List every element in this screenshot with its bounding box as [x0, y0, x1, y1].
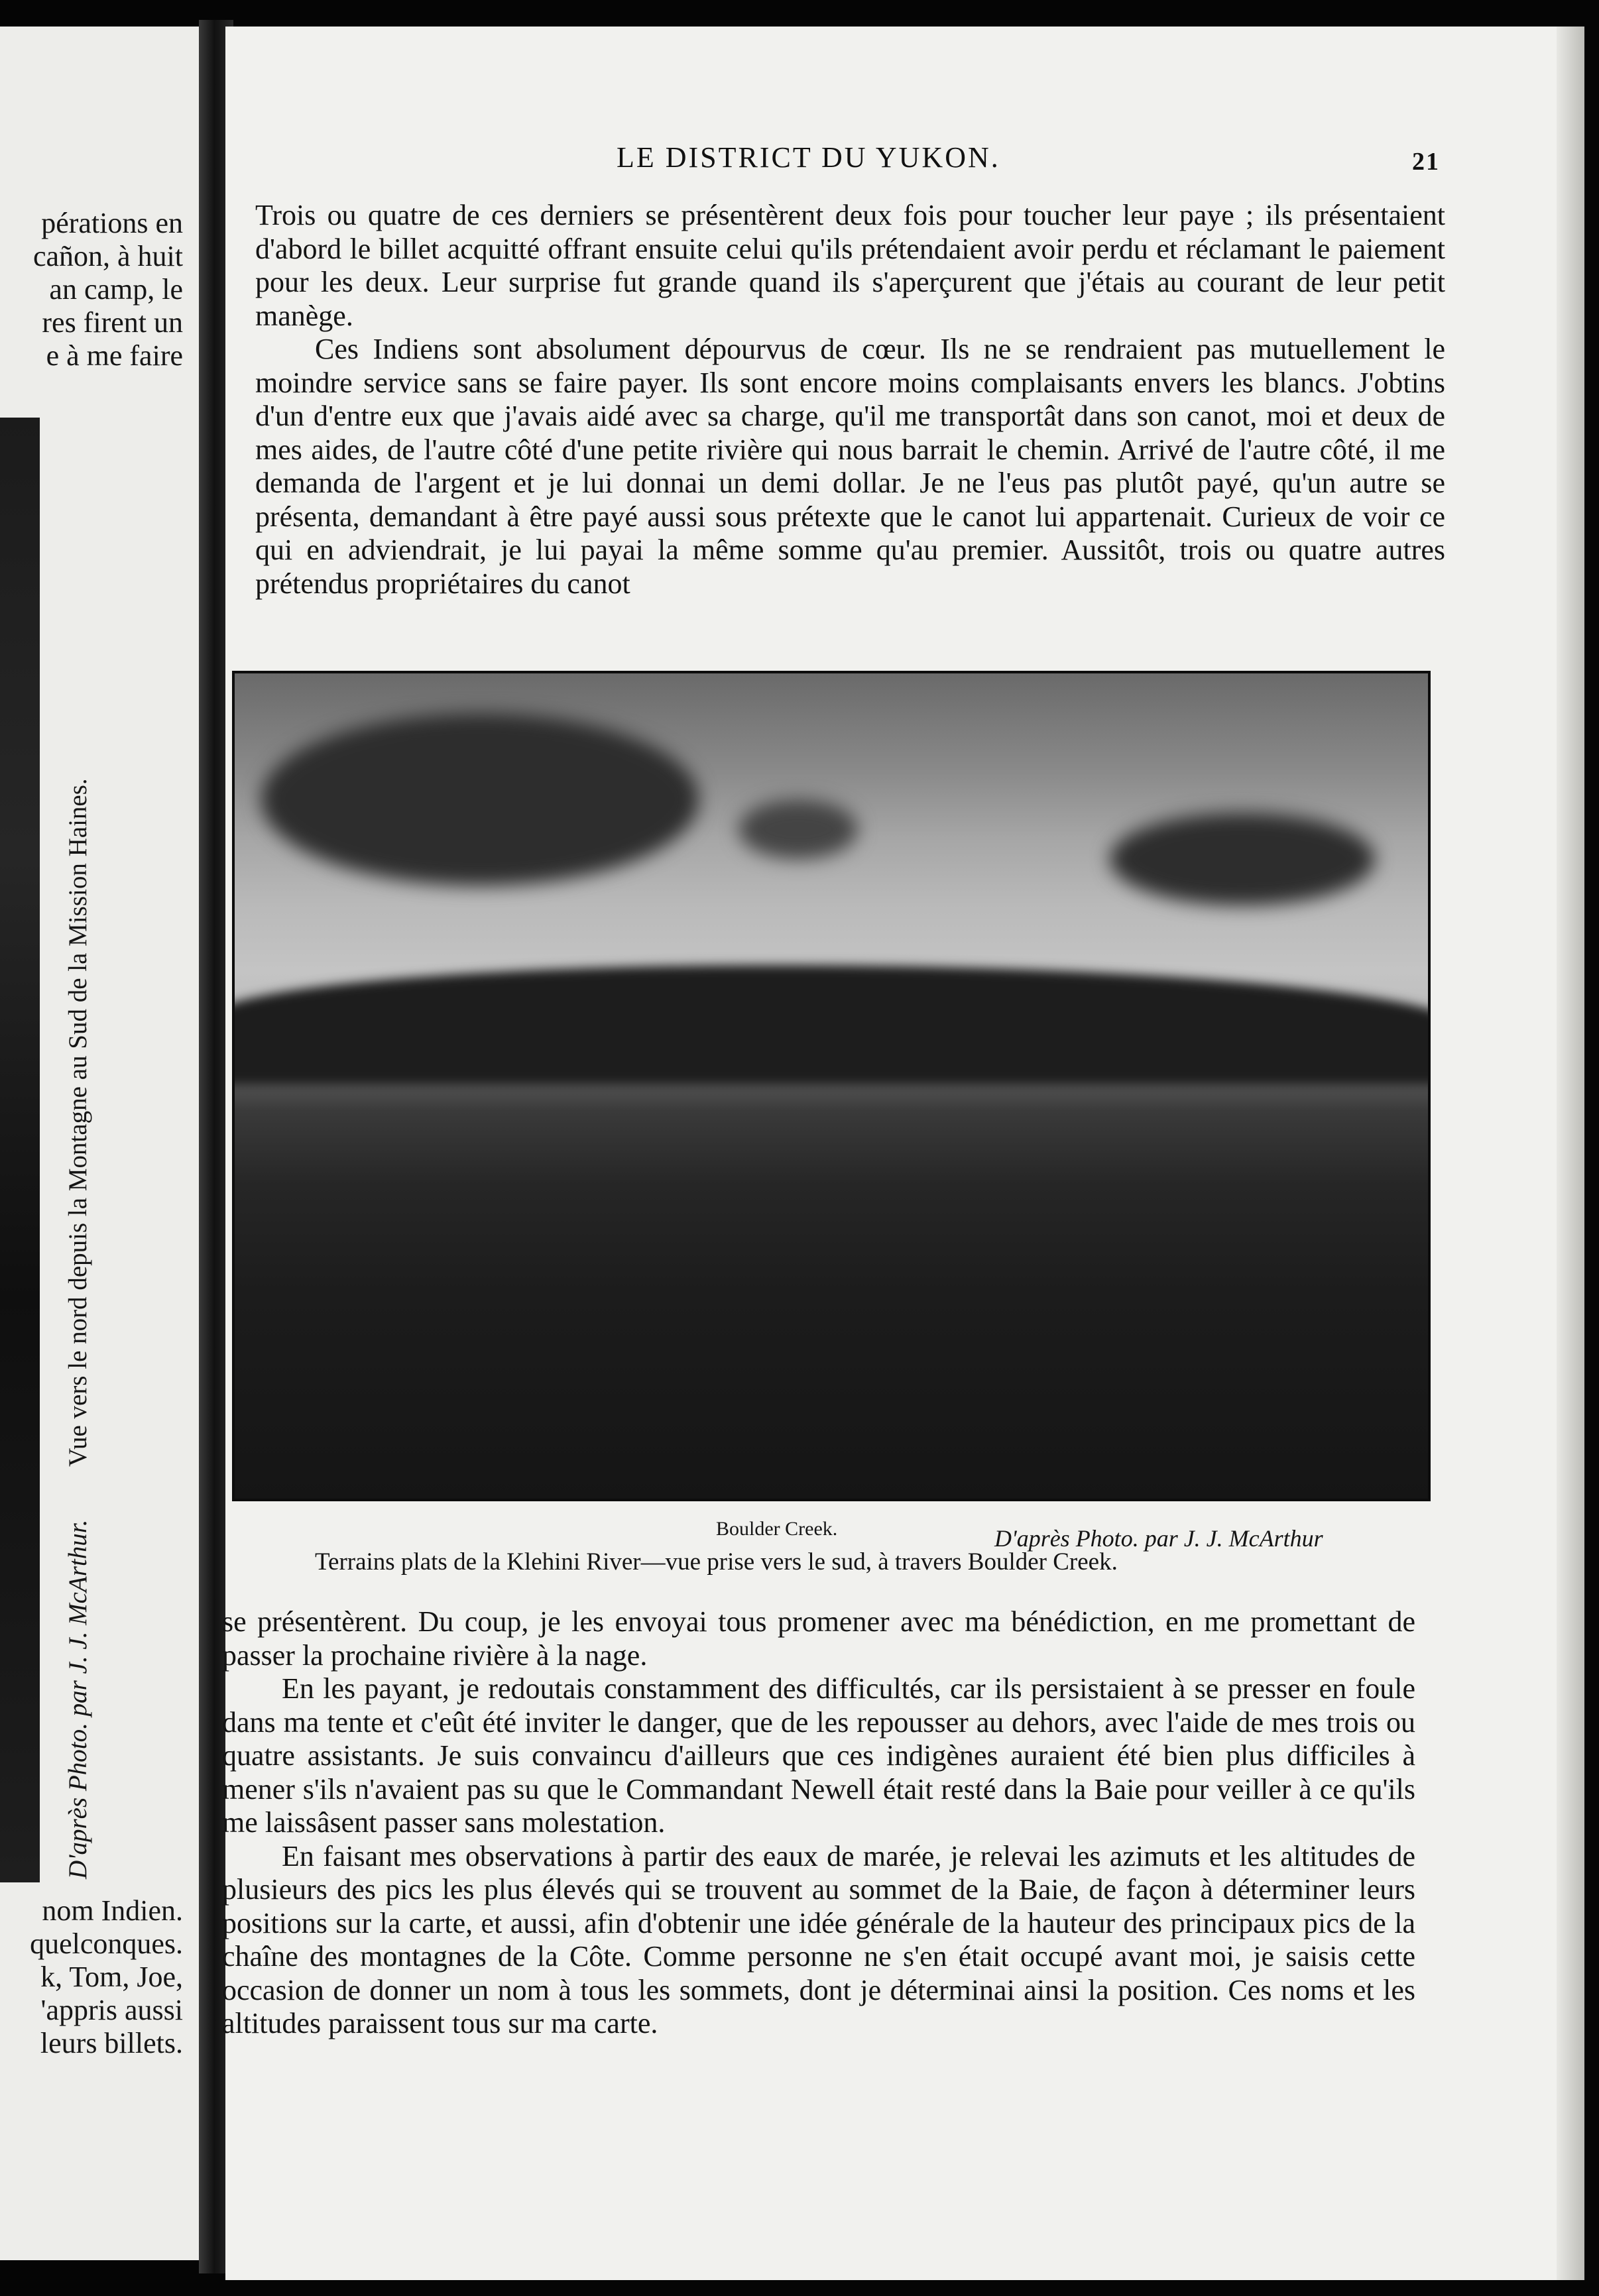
text-block-bottom — [222, 1605, 1415, 2041]
left-text-fragments-bottom — [0, 1894, 183, 2060]
left-fragment-line: res firent un — [42, 306, 183, 339]
left-photo-caption-rotated — [63, 620, 93, 1879]
page-edge-shadow — [1557, 27, 1584, 2280]
left-text-fragments-top — [0, 207, 183, 373]
left-fragment-line: an camp, le — [49, 273, 183, 306]
photo-credit: D'après Photo. par J. J. McArthur — [994, 1525, 1323, 1552]
left-fragment-line: pérations en — [41, 207, 183, 239]
paragraph: Trois ou quatre de ces derniers se présentèrent deux fois pour toucher leur paye ; ils présentaient d'abord le billet acquitté offrant ensuite celui qu'ils prétendaient avoir perdu et réclamant le paiement pour les deux. Leur surprise fut grande quand ils s'aperçurent que j'étais au courant de leur petit manège. — [255, 199, 1445, 332]
page-number: 21 — [1412, 148, 1440, 176]
photo-cloud — [1110, 813, 1375, 905]
paragraph: En les payant, je redoutais constamment des difficultés, car ils persistaient à se presser en foule dans ma tente et c'eût été inviter le danger, que de les repousser au dehors, avec l'aide de mes trois ou quatre assistants. Je suis convaincu d'ailleurs que ces indigènes auraient été bien plus difficiles à mener s'ils n'avaient pas su que le Commandant Newell était resté dans la Baie pour veiller à ce qu'ils me laissâsent passer sans molestation. — [222, 1672, 1415, 1839]
photo-caption: Terrains plats de la Klehini River—vue prise vers le sud, à travers Boulder Creek. — [315, 1548, 1118, 1576]
left-photo-credit: D'après Photo. par J. J. McArthur. — [64, 1519, 92, 1879]
left-fragment-line: k, Tom, Joe, — [40, 1961, 183, 1993]
left-fragment-line: leurs billets. — [40, 2027, 183, 2059]
left-facing-page — [0, 27, 206, 2260]
photo-cloud — [739, 799, 858, 859]
left-photo-subject: Vue vers le nord depuis la Montagne au Sud de la Mission Haines. — [64, 778, 92, 1467]
left-page-photograph — [0, 418, 40, 1882]
paragraph: Ces Indiens sont absolument dépourvus de cœur. Ils ne se rendraient pas mutuellement le moindre service sans se faire payer. Ils sont encore moins complaisants envers les blancs. J'obtins d'un d'entre eux que j'avais aidé avec sa charge, qu'il me transportât dans son canot, moi et deux de mes aides, de l'autre côté d'une petite rivière qui nous barrait le chemin. Arrivé de l'autre côté, il me demanda de l'argent et je lui donnai un demi dollar. Je ne l'eus pas plutôt payé, qu'un autre se présenta, demandant à être payé aussi sous prétexte que le canot lui appartenait. Curieux de voir ce qui en adviendrait, je lui payai la même somme qu'au premier. Aussitôt, trois ou quatre autres prétendus propriétaires du canot — [255, 333, 1445, 600]
photograph-boulder-creek — [232, 671, 1431, 1501]
photo-cloud — [261, 713, 699, 886]
left-fragment-line: e à me faire — [46, 339, 183, 372]
left-fragment-line: nom Indien. — [42, 1894, 183, 1927]
text-block-top — [255, 199, 1445, 601]
left-fragment-line: cañon, à huit — [32, 240, 183, 272]
paragraph: se présentèrent. Du coup, je les envoyai tous promener avec ma bénédiction, en me promettant de passer la prochaine rivière à la nage. — [222, 1605, 1415, 1672]
running-head: LE DISTRICT DU YUKON. — [617, 141, 1000, 174]
left-fragment-line: quelconques. — [30, 1927, 183, 1960]
left-fragment-line: 'appris aussi — [40, 1994, 183, 2026]
paragraph: En faisant mes observations à partir des eaux de marée, je relevai les azimuts et les altitudes de plusieurs des pics les plus élevés qui se trouvent au sommet de la Baie, de façon à déterminer leurs positions sur la carte, et aussi, afin d'obtenir une idée générale de la hauteur des principaux pics de la chaîne des montagnes de la Côte. Comme personne ne s'en était occupé avant moi, je saisis cette occasion de donner un nom à tous les sommets, dont je déterminai ainsi la position. Ces noms et les altitudes paraissent tous sur ma carte. — [222, 1839, 1415, 2039]
photo-title: Boulder Creek. — [716, 1518, 838, 1540]
photo-ridge — [232, 965, 1431, 1084]
